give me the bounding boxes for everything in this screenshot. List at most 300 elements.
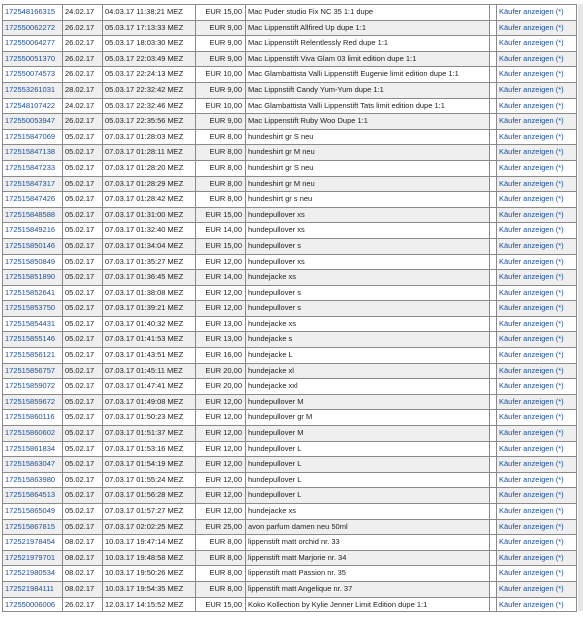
end-date-cell: 07.03.17 01:53:16 MEZ xyxy=(102,442,195,457)
table-row xyxy=(2,300,577,316)
end-date-cell: 05.03.17 22:24:13 MEZ xyxy=(102,67,195,82)
item-title-cell: Mac Glambattista Valli Lippenstift Tats limit edition dupe 1:1 xyxy=(245,99,489,114)
item-id-link[interactable]: 172515856757 xyxy=(2,364,62,379)
start-date-cell: 05.02.17 xyxy=(62,379,102,394)
item-id-link[interactable]: 172515854431 xyxy=(2,317,62,332)
spacer-cell xyxy=(489,395,496,410)
spacer-cell xyxy=(489,364,496,379)
start-date-cell: 05.02.17 xyxy=(62,364,102,379)
start-date-cell: 05.02.17 xyxy=(62,488,102,503)
table-row xyxy=(2,238,577,254)
item-id-link[interactable]: 172515859072 xyxy=(2,379,62,394)
start-date-cell: 28.02.17 xyxy=(62,83,102,98)
end-date-cell: 07.03.17 01:28:11 MEZ xyxy=(102,145,195,160)
show-buyer-link[interactable]: Käufer anzeigen (*) xyxy=(496,99,577,114)
item-title-cell: hundepullover xs xyxy=(245,208,489,223)
price-cell: EUR 8,00 xyxy=(195,551,245,566)
start-date-cell: 05.02.17 xyxy=(62,301,102,316)
table-row xyxy=(2,331,577,347)
show-buyer-link[interactable]: Käufer anzeigen (*) xyxy=(496,348,577,363)
item-title-cell: Mac Lippnstift Candy Yum-Yum dupe 1:1 xyxy=(245,83,489,98)
item-title-cell: hundepullover xs xyxy=(245,255,489,270)
price-cell: EUR 12,00 xyxy=(195,504,245,519)
item-id-link[interactable]: 172548166315 xyxy=(2,5,62,20)
show-buyer-link[interactable]: Käufer anzeigen (*) xyxy=(496,114,577,129)
spacer-cell xyxy=(489,426,496,441)
item-id-link[interactable]: 172548107422 xyxy=(2,99,62,114)
end-date-cell: 07.03.17 01:43:51 MEZ xyxy=(102,348,195,363)
spacer-cell xyxy=(489,598,496,612)
end-date-cell: 07.03.17 01:47:41 MEZ xyxy=(102,379,195,394)
item-title-cell: Mac Glambattista Valli Lippenstift Eugenie limit edition dupe 1:1 xyxy=(245,67,489,82)
end-date-cell: 07.03.17 01:51:37 MEZ xyxy=(102,426,195,441)
spacer-cell xyxy=(489,379,496,394)
spacer-cell xyxy=(489,457,496,472)
spacer-cell xyxy=(489,21,496,36)
start-date-cell: 05.02.17 xyxy=(62,504,102,519)
end-date-cell: 05.03.17 22:35:56 MEZ xyxy=(102,114,195,129)
item-id-link[interactable]: 172515847138 xyxy=(2,145,62,160)
price-cell: EUR 12,00 xyxy=(195,488,245,503)
item-id-link[interactable]: 172515847069 xyxy=(2,130,62,145)
price-cell: EUR 12,00 xyxy=(195,457,245,472)
item-title-cell: hundepullover L xyxy=(245,473,489,488)
show-buyer-link[interactable]: Käufer anzeigen (*) xyxy=(496,83,577,98)
table-row xyxy=(2,144,577,160)
table-row xyxy=(2,316,577,332)
price-cell: EUR 12,00 xyxy=(195,395,245,410)
item-title-cell: hundeshirt gr S neu xyxy=(245,130,489,145)
show-buyer-link[interactable]: Käufer anzeigen (*) xyxy=(496,161,577,176)
show-buyer-link[interactable]: Käufer anzeigen (*) xyxy=(496,535,577,550)
item-title-cell: hundepullover M xyxy=(245,426,489,441)
table-row xyxy=(2,82,577,98)
table-row xyxy=(2,456,577,472)
start-date-cell: 08.02.17 xyxy=(62,535,102,550)
spacer-cell xyxy=(489,520,496,535)
item-title-cell: Mac Lippenstift Ruby Woo Dupe 1:1 xyxy=(245,114,489,129)
end-date-cell: 10.03.17 19:48:58 MEZ xyxy=(102,551,195,566)
table-row xyxy=(2,409,577,425)
item-id-link[interactable]: 172515864513 xyxy=(2,488,62,503)
table-row xyxy=(2,472,577,488)
show-buyer-link[interactable]: Käufer anzeigen (*) xyxy=(496,426,577,441)
item-id-link[interactable]: 172515863980 xyxy=(2,473,62,488)
end-date-cell: 07.03.17 01:31:00 MEZ xyxy=(102,208,195,223)
end-date-cell: 10.03.17 19:54:35 MEZ xyxy=(102,582,195,597)
show-buyer-link[interactable]: Käufer anzeigen (*) xyxy=(496,145,577,160)
end-date-cell: 07.03.17 01:28:03 MEZ xyxy=(102,130,195,145)
price-cell: EUR 8,00 xyxy=(195,161,245,176)
price-cell: EUR 8,00 xyxy=(195,177,245,192)
table-row xyxy=(2,254,577,270)
table-row xyxy=(2,441,577,457)
price-cell: EUR 10,00 xyxy=(195,67,245,82)
price-cell: EUR 8,00 xyxy=(195,192,245,207)
start-date-cell: 26.02.17 xyxy=(62,598,102,612)
price-cell: EUR 8,00 xyxy=(195,535,245,550)
table-row xyxy=(2,534,577,550)
end-date-cell: 07.03.17 02:02:25 MEZ xyxy=(102,520,195,535)
item-id-link[interactable]: 172515853750 xyxy=(2,301,62,316)
price-cell: EUR 14,00 xyxy=(195,270,245,285)
show-buyer-link[interactable]: Käufer anzeigen (*) xyxy=(496,208,577,223)
show-buyer-link[interactable]: Käufer anzeigen (*) xyxy=(496,177,577,192)
end-date-cell: 07.03.17 01:54:19 MEZ xyxy=(102,457,195,472)
end-date-cell: 07.03.17 01:49:08 MEZ xyxy=(102,395,195,410)
table-row xyxy=(2,347,577,363)
price-cell: EUR 14,00 xyxy=(195,223,245,238)
spacer-cell xyxy=(489,177,496,192)
item-title-cell: lippenstift matt Marjorie nr. 34 xyxy=(245,551,489,566)
price-cell: EUR 9,00 xyxy=(195,21,245,36)
spacer-cell xyxy=(489,332,496,347)
table-row xyxy=(2,98,577,114)
start-date-cell: 05.02.17 xyxy=(62,520,102,535)
item-title-cell: hundepullover M xyxy=(245,395,489,410)
item-id-link[interactable]: 172515850146 xyxy=(2,239,62,254)
price-cell: EUR 12,00 xyxy=(195,255,245,270)
table-row xyxy=(2,207,577,223)
price-cell: EUR 8,00 xyxy=(195,145,245,160)
item-id-link[interactable]: 172515860602 xyxy=(2,426,62,441)
price-cell: EUR 25,00 xyxy=(195,520,245,535)
end-date-cell: 07.03.17 01:32:40 MEZ xyxy=(102,223,195,238)
spacer-cell xyxy=(489,286,496,301)
table-row xyxy=(2,503,577,519)
end-date-cell: 07.03.17 01:35:27 MEZ xyxy=(102,255,195,270)
show-buyer-link[interactable]: Käufer anzeigen (*) xyxy=(496,520,577,535)
show-buyer-link[interactable]: Käufer anzeigen (*) xyxy=(496,488,577,503)
show-buyer-link[interactable]: Käufer anzeigen (*) xyxy=(496,5,577,20)
show-buyer-link[interactable]: Käufer anzeigen (*) xyxy=(496,457,577,472)
table-row xyxy=(2,285,577,301)
end-date-cell: 07.03.17 01:56:28 MEZ xyxy=(102,488,195,503)
table-row xyxy=(2,51,577,67)
table-row xyxy=(2,269,577,285)
start-date-cell: 05.02.17 xyxy=(62,473,102,488)
show-buyer-link[interactable]: Käufer anzeigen (*) xyxy=(496,223,577,238)
end-date-cell: 07.03.17 01:28:20 MEZ xyxy=(102,161,195,176)
start-date-cell: 05.02.17 xyxy=(62,332,102,347)
spacer-cell xyxy=(489,208,496,223)
item-title-cell: hundeshirt gr M neu xyxy=(245,145,489,160)
start-date-cell: 05.02.17 xyxy=(62,177,102,192)
start-date-cell: 08.02.17 xyxy=(62,566,102,581)
item-title-cell: hundepullover s xyxy=(245,301,489,316)
spacer-cell xyxy=(489,535,496,550)
start-date-cell: 24.02.17 xyxy=(62,99,102,114)
item-id-link[interactable]: 172515859672 xyxy=(2,395,62,410)
item-id-link[interactable]: 172515867815 xyxy=(2,520,62,535)
end-date-cell: 10.03.17 19:50:26 MEZ xyxy=(102,566,195,581)
item-id-link[interactable]: 172515847426 xyxy=(2,192,62,207)
price-cell: EUR 20,00 xyxy=(195,364,245,379)
show-buyer-link[interactable]: Käufer anzeigen (*) xyxy=(496,317,577,332)
show-buyer-link[interactable]: Käufer anzeigen (*) xyxy=(496,239,577,254)
start-date-cell: 05.02.17 xyxy=(62,426,102,441)
end-date-cell: 04.03.17 11:38:21 MEZ xyxy=(102,5,195,20)
end-date-cell: 07.03.17 01:28:42 MEZ xyxy=(102,192,195,207)
price-cell: EUR 13,00 xyxy=(195,317,245,332)
item-title-cell: hundejacke xl xyxy=(245,364,489,379)
item-id-link[interactable]: 172515855146 xyxy=(2,332,62,347)
item-id-link[interactable]: 172553261031 xyxy=(2,83,62,98)
show-buyer-link[interactable]: Käufer anzeigen (*) xyxy=(496,332,577,347)
table-row xyxy=(2,487,577,503)
show-buyer-link[interactable]: Käufer anzeigen (*) xyxy=(496,52,577,67)
show-buyer-link[interactable]: Käufer anzeigen (*) xyxy=(496,301,577,316)
item-title-cell: hundepullover xs xyxy=(245,223,489,238)
price-cell: EUR 12,00 xyxy=(195,473,245,488)
spacer-cell xyxy=(489,99,496,114)
end-date-cell: 07.03.17 01:36:45 MEZ xyxy=(102,270,195,285)
end-date-cell: 05.03.17 17:13:33 MEZ xyxy=(102,21,195,36)
spacer-cell xyxy=(489,5,496,20)
item-id-link[interactable]: 172550074573 xyxy=(2,67,62,82)
spacer-cell xyxy=(489,301,496,316)
price-cell: EUR 15,00 xyxy=(195,208,245,223)
price-cell: EUR 15,00 xyxy=(195,5,245,20)
spacer-cell xyxy=(489,410,496,425)
start-date-cell: 26.02.17 xyxy=(62,114,102,129)
price-cell: EUR 9,00 xyxy=(195,52,245,67)
start-date-cell: 05.02.17 xyxy=(62,457,102,472)
item-title-cell: hundeshirt gr M neu xyxy=(245,177,489,192)
price-cell: EUR 12,00 xyxy=(195,410,245,425)
price-cell: EUR 15,00 xyxy=(195,239,245,254)
listings-table xyxy=(2,4,577,612)
show-buyer-link[interactable]: Käufer anzeigen (*) xyxy=(496,473,577,488)
item-title-cell: hundepullover s xyxy=(245,286,489,301)
item-id-link[interactable]: 172550062272 xyxy=(2,21,62,36)
item-id-link[interactable]: 172515865049 xyxy=(2,504,62,519)
start-date-cell: 26.02.17 xyxy=(62,67,102,82)
spacer-cell xyxy=(489,130,496,145)
start-date-cell: 05.02.17 xyxy=(62,395,102,410)
item-title-cell: hundejacke L xyxy=(245,348,489,363)
table-row xyxy=(2,129,577,145)
item-id-link[interactable]: 172515850849 xyxy=(2,255,62,270)
show-buyer-link[interactable]: Käufer anzeigen (*) xyxy=(496,270,577,285)
spacer-cell xyxy=(489,270,496,285)
spacer-cell xyxy=(489,255,496,270)
show-buyer-link[interactable]: Käufer anzeigen (*) xyxy=(496,21,577,36)
end-date-cell: 05.03.17 22:32:42 MEZ xyxy=(102,83,195,98)
item-id-link[interactable]: 172515861834 xyxy=(2,442,62,457)
item-id-link[interactable]: 172515847317 xyxy=(2,177,62,192)
show-buyer-link[interactable]: Käufer anzeigen (*) xyxy=(496,504,577,519)
start-date-cell: 08.02.17 xyxy=(62,582,102,597)
show-buyer-link[interactable]: Käufer anzeigen (*) xyxy=(496,286,577,301)
item-title-cell: hundejacke xs xyxy=(245,270,489,285)
item-id-link[interactable]: 172521978454 xyxy=(2,535,62,550)
spacer-cell xyxy=(489,551,496,566)
spacer-cell xyxy=(489,317,496,332)
item-title-cell: lippenstift matt Angelique nr. 37 xyxy=(245,582,489,597)
table-row xyxy=(2,191,577,207)
table-row xyxy=(2,597,577,613)
show-buyer-link[interactable]: Käufer anzeigen (*) xyxy=(496,598,577,612)
item-id-link[interactable]: 172515849216 xyxy=(2,223,62,238)
spacer-cell xyxy=(489,348,496,363)
end-date-cell: 07.03.17 01:39:21 MEZ xyxy=(102,301,195,316)
end-date-cell: 05.03.17 22:03:49 MEZ xyxy=(102,52,195,67)
show-buyer-link[interactable]: Käufer anzeigen (*) xyxy=(496,551,577,566)
price-cell: EUR 9,00 xyxy=(195,83,245,98)
show-buyer-link[interactable]: Käufer anzeigen (*) xyxy=(496,67,577,82)
table-row xyxy=(2,363,577,379)
table-row xyxy=(2,581,577,597)
start-date-cell: 05.02.17 xyxy=(62,145,102,160)
end-date-cell: 07.03.17 01:40:32 MEZ xyxy=(102,317,195,332)
spacer-cell xyxy=(489,192,496,207)
spacer-cell xyxy=(489,83,496,98)
item-title-cell: hundeshirt gr s neu xyxy=(245,192,489,207)
spacer-cell xyxy=(489,161,496,176)
show-buyer-link[interactable]: Käufer anzeigen (*) xyxy=(496,566,577,581)
show-buyer-link[interactable]: Käufer anzeigen (*) xyxy=(496,130,577,145)
item-id-link[interactable]: 172515852641 xyxy=(2,286,62,301)
start-date-cell: 05.02.17 xyxy=(62,223,102,238)
item-id-link[interactable]: 172515851890 xyxy=(2,270,62,285)
price-cell: EUR 12,00 xyxy=(195,442,245,457)
spacer-cell xyxy=(489,145,496,160)
item-id-link[interactable]: 172550064277 xyxy=(2,36,62,51)
item-id-link[interactable]: 172515856121 xyxy=(2,348,62,363)
item-title-cell: hundepullover L xyxy=(245,457,489,472)
start-date-cell: 05.02.17 xyxy=(62,270,102,285)
start-date-cell: 26.02.17 xyxy=(62,36,102,51)
end-date-cell: 05.03.17 18:03:30 MEZ xyxy=(102,36,195,51)
item-id-link[interactable]: 172515863047 xyxy=(2,457,62,472)
item-id-link[interactable]: 172550053947 xyxy=(2,114,62,129)
item-id-link[interactable]: 172515860116 xyxy=(2,410,62,425)
start-date-cell: 26.02.17 xyxy=(62,21,102,36)
start-date-cell: 05.02.17 xyxy=(62,410,102,425)
spacer-cell xyxy=(489,504,496,519)
start-date-cell: 05.02.17 xyxy=(62,317,102,332)
item-title-cell: avon parfum damen neu 50ml xyxy=(245,520,489,535)
price-cell: EUR 8,00 xyxy=(195,566,245,581)
spacer-cell xyxy=(489,114,496,129)
item-title-cell: Mac Puder studio Fix NC 35 1:1 dupe xyxy=(245,5,489,20)
table-row xyxy=(2,550,577,566)
item-title-cell: Mac Lippenstift Viva Glam 03 limit edition dupe 1:1 xyxy=(245,52,489,67)
item-title-cell: Mac Lippenstift Relentlessly Red dupe 1:1 xyxy=(245,36,489,51)
start-date-cell: 05.02.17 xyxy=(62,255,102,270)
item-title-cell: hundepullover s xyxy=(245,239,489,254)
item-title-cell: hundejacke s xyxy=(245,332,489,347)
show-buyer-link[interactable]: Käufer anzeigen (*) xyxy=(496,192,577,207)
table-row xyxy=(2,4,577,20)
item-title-cell: hundepullover gr M xyxy=(245,410,489,425)
start-date-cell: 05.02.17 xyxy=(62,130,102,145)
table-row xyxy=(2,35,577,51)
price-cell: EUR 12,00 xyxy=(195,301,245,316)
item-id-link[interactable]: 172515847233 xyxy=(2,161,62,176)
item-title-cell: Mac Lippenstift Allfired Up dupe 1:1 xyxy=(245,21,489,36)
price-cell: EUR 9,00 xyxy=(195,114,245,129)
price-cell: EUR 20,00 xyxy=(195,379,245,394)
spacer-cell xyxy=(489,36,496,51)
item-title-cell: Koko Kollection by Kylie Jenner Limit Edition dupe 1:1 xyxy=(245,598,489,612)
end-date-cell: 12.03.17 14:15:52 MEZ xyxy=(102,598,195,612)
item-id-link[interactable]: 172521980534 xyxy=(2,566,62,581)
price-cell: EUR 8,00 xyxy=(195,130,245,145)
item-id-link[interactable]: 172550006006 xyxy=(2,598,62,612)
price-cell: EUR 15,00 xyxy=(195,598,245,612)
show-buyer-link[interactable]: Käufer anzeigen (*) xyxy=(496,379,577,394)
item-title-cell: lippenstift matt orchid nr. 33 xyxy=(245,535,489,550)
price-cell: EUR 12,00 xyxy=(195,426,245,441)
spacer-cell xyxy=(489,52,496,67)
table-row xyxy=(2,565,577,581)
start-date-cell: 24.02.17 xyxy=(62,5,102,20)
price-cell: EUR 9,00 xyxy=(195,36,245,51)
item-title-cell: hundejacke xs xyxy=(245,317,489,332)
end-date-cell: 07.03.17 01:50:23 MEZ xyxy=(102,410,195,425)
spacer-cell xyxy=(489,67,496,82)
price-cell: EUR 8,00 xyxy=(195,582,245,597)
end-date-cell: 05.03.17 22:32:46 MEZ xyxy=(102,99,195,114)
scrollbar[interactable] xyxy=(578,4,583,611)
item-id-link[interactable]: 172521979701 xyxy=(2,551,62,566)
end-date-cell: 07.03.17 01:28:29 MEZ xyxy=(102,177,195,192)
spacer-cell xyxy=(489,473,496,488)
end-date-cell: 10.03.17 19:47:14 MEZ xyxy=(102,535,195,550)
show-buyer-link[interactable]: Käufer anzeigen (*) xyxy=(496,442,577,457)
show-buyer-link[interactable]: Käufer anzeigen (*) xyxy=(496,364,577,379)
item-id-link[interactable]: 172515848588 xyxy=(2,208,62,223)
end-date-cell: 07.03.17 01:34:04 MEZ xyxy=(102,239,195,254)
spacer-cell xyxy=(489,442,496,457)
spacer-cell xyxy=(489,566,496,581)
table-row xyxy=(2,113,577,129)
item-title-cell: hundejacke xs xyxy=(245,504,489,519)
item-title-cell: hundeshirt gr S neu xyxy=(245,161,489,176)
spacer-cell xyxy=(489,488,496,503)
end-date-cell: 07.03.17 01:55:24 MEZ xyxy=(102,473,195,488)
price-cell: EUR 13,00 xyxy=(195,332,245,347)
spacer-cell xyxy=(489,223,496,238)
table-row xyxy=(2,20,577,36)
end-date-cell: 07.03.17 01:38:08 MEZ xyxy=(102,286,195,301)
table-row xyxy=(2,176,577,192)
spacer-cell xyxy=(489,239,496,254)
start-date-cell: 05.02.17 xyxy=(62,161,102,176)
end-date-cell: 07.03.17 01:57:27 MEZ xyxy=(102,504,195,519)
show-buyer-link[interactable]: Käufer anzeigen (*) xyxy=(496,255,577,270)
item-title-cell: hundepullover L xyxy=(245,488,489,503)
start-date-cell: 05.02.17 xyxy=(62,286,102,301)
price-cell: EUR 12,00 xyxy=(195,286,245,301)
show-buyer-link[interactable]: Käufer anzeigen (*) xyxy=(496,36,577,51)
item-id-link[interactable]: 172521984111 xyxy=(2,582,62,597)
spacer-cell xyxy=(489,582,496,597)
price-cell: EUR 10,00 xyxy=(195,99,245,114)
show-buyer-link[interactable]: Käufer anzeigen (*) xyxy=(496,410,577,425)
show-buyer-link[interactable]: Käufer anzeigen (*) xyxy=(496,582,577,597)
start-date-cell: 05.02.17 xyxy=(62,208,102,223)
table-row xyxy=(2,394,577,410)
item-id-link[interactable]: 172550051370 xyxy=(2,52,62,67)
show-buyer-link[interactable]: Käufer anzeigen (*) xyxy=(496,395,577,410)
price-cell: EUR 16,00 xyxy=(195,348,245,363)
table-row xyxy=(2,66,577,82)
table-row xyxy=(2,519,577,535)
table-row xyxy=(2,222,577,238)
